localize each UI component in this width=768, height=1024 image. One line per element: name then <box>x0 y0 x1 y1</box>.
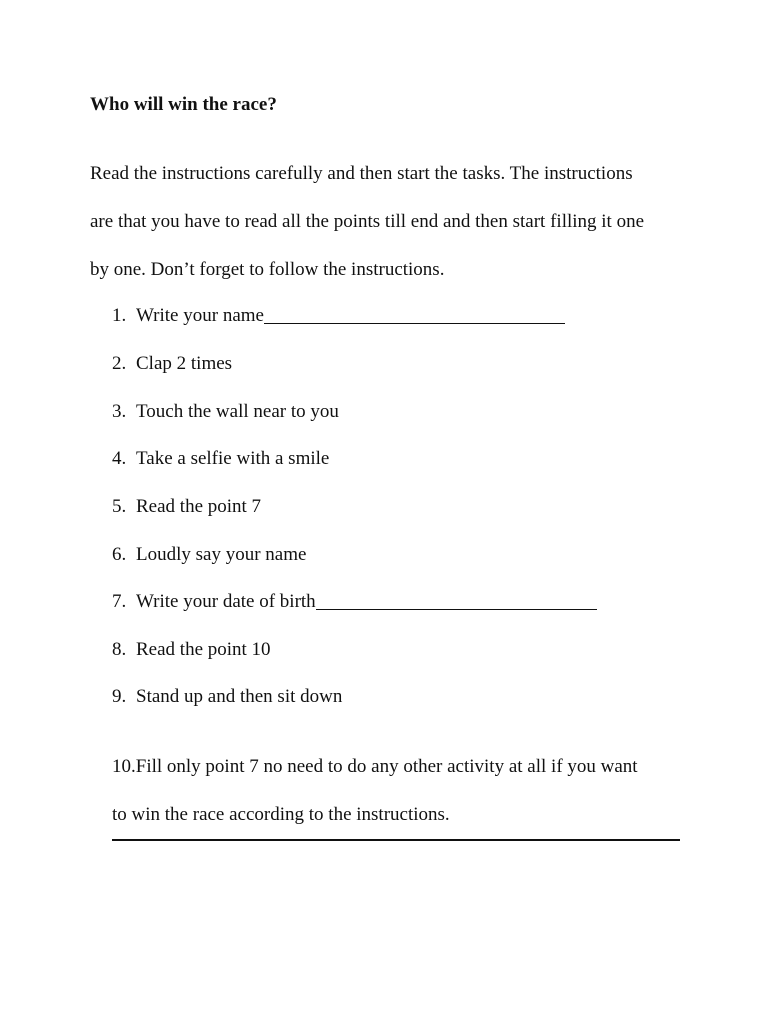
intro-line: Read the instructions carefully and then start the tasks. The instructions <box>90 163 633 184</box>
item-text: Stand up and then sit down <box>136 686 343 707</box>
name-blank-field[interactable] <box>264 304 565 324</box>
worksheet-title: Who will win the race? <box>90 94 277 115</box>
answer-blank-line[interactable] <box>112 839 680 841</box>
item-text: Touch the wall near to you <box>136 401 339 422</box>
item-10-line: 10.Fill only point 7 no need to do any other activity at all if you want <box>112 756 638 777</box>
intro-paragraph <box>90 150 690 294</box>
list-item-1 <box>112 304 565 328</box>
item-10-line: to win the race according to the instructions. <box>112 804 450 825</box>
list-item-6 <box>112 543 306 567</box>
item-number: 9. <box>112 686 127 707</box>
item-number: 2. <box>112 353 127 374</box>
item-text: Write your date of birth <box>136 591 316 612</box>
list-item-2 <box>112 352 232 376</box>
item-text: Read the point 10 <box>136 639 271 660</box>
item-text: Clap 2 times <box>136 353 233 374</box>
list-item-9 <box>112 685 342 709</box>
item-number: 6. <box>112 544 127 565</box>
item-number: 3. <box>112 401 127 422</box>
item-number: 4. <box>112 448 127 469</box>
item-number: 5. <box>112 496 127 517</box>
list-item-5 <box>112 495 261 519</box>
item-text: Read the point 7 <box>136 496 262 517</box>
item-text: Loudly say your name <box>136 544 307 565</box>
list-item-3 <box>112 400 339 424</box>
intro-line: are that you have to read all the points till end and then start filling it one <box>90 211 645 232</box>
list-item-8 <box>112 638 271 662</box>
list-item-4 <box>112 447 329 471</box>
intro-line: by one. Don’t forget to follow the instructions. <box>90 259 445 280</box>
item-text: Write your name <box>136 305 264 326</box>
date-of-birth-blank-field[interactable] <box>316 590 597 610</box>
item-number: 1. <box>112 305 127 326</box>
item-text: Take a selfie with a smile <box>136 448 330 469</box>
item-number: 7. <box>112 591 127 612</box>
list-item-10 <box>112 743 638 839</box>
item-number: 8. <box>112 639 127 660</box>
list-item-7 <box>112 590 597 614</box>
